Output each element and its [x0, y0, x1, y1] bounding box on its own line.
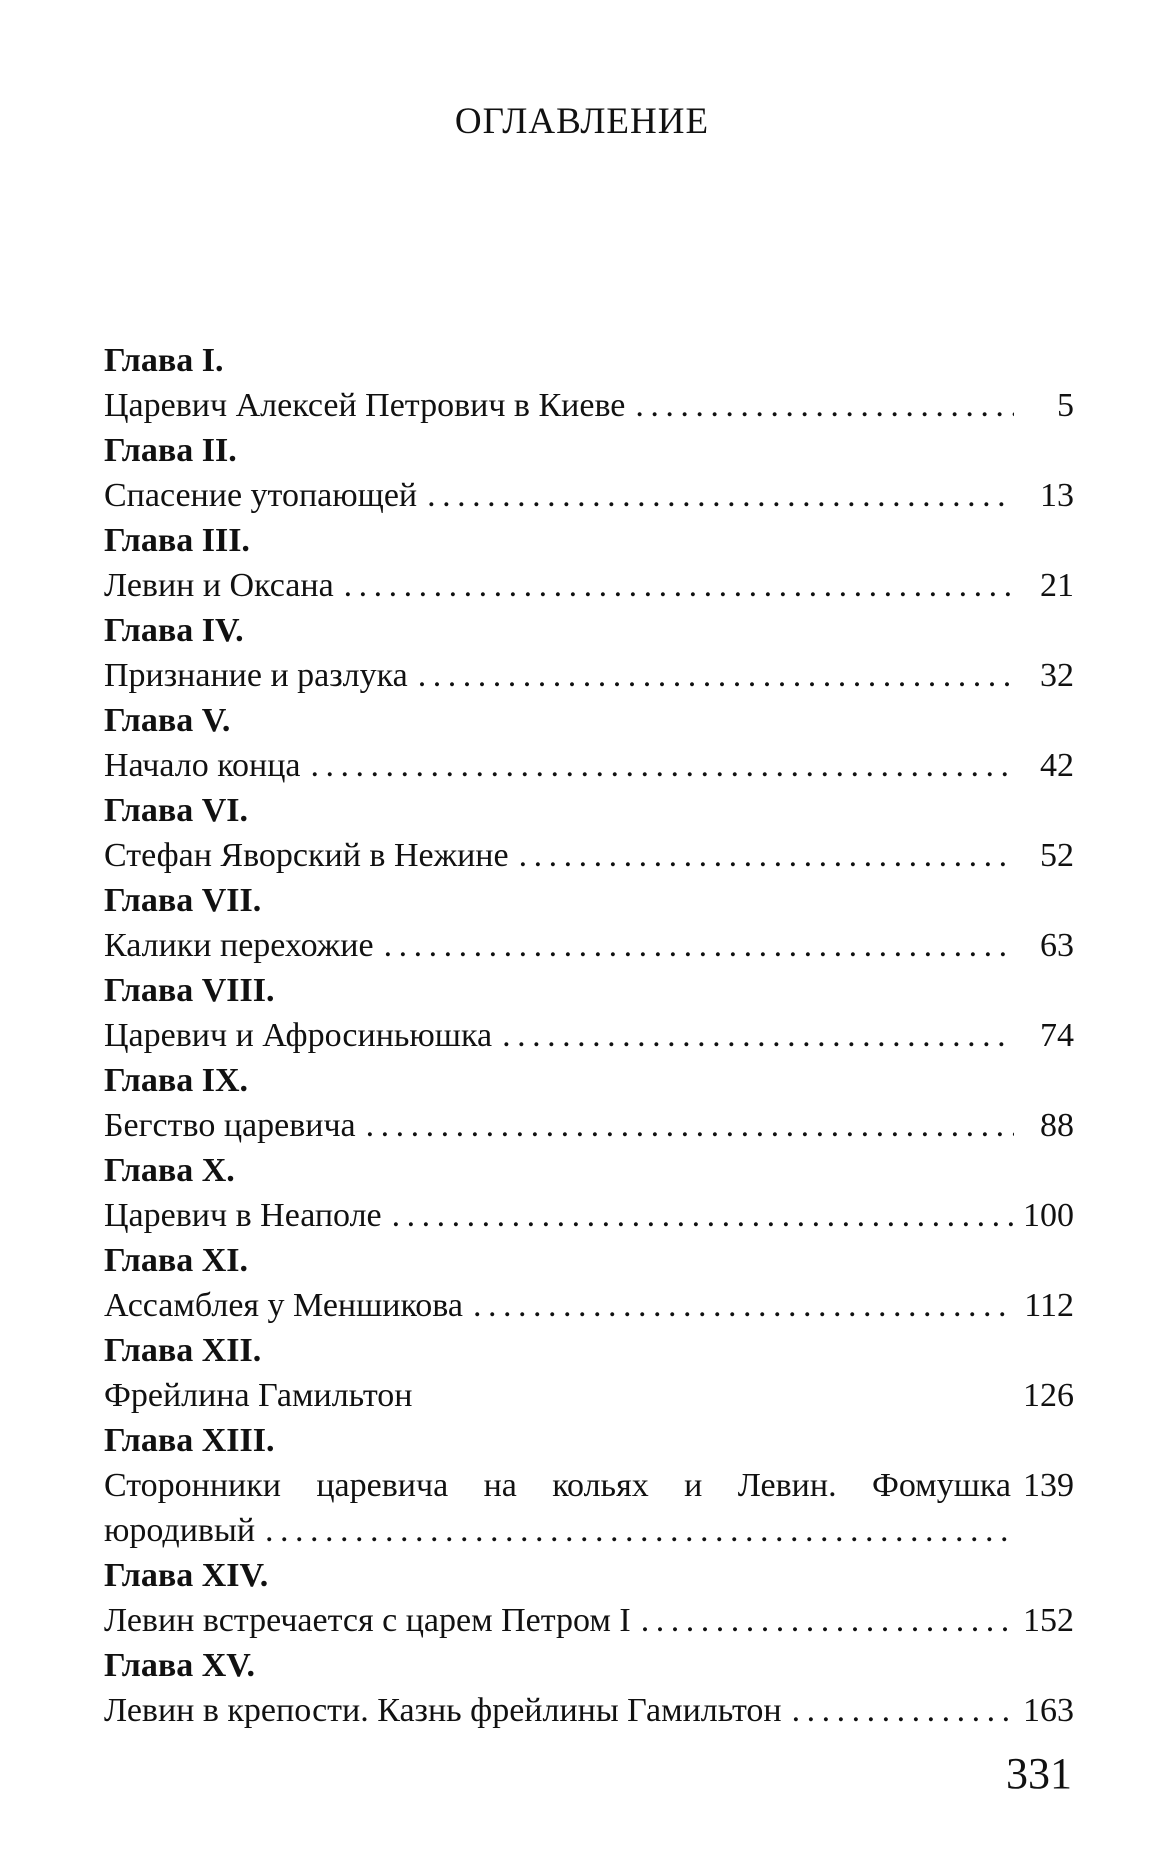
entry-page: 163 [1023, 1692, 1074, 1729]
toc-entry [104, 1283, 1074, 1328]
entry-title: Ассамблея у Меншикова [104, 1287, 463, 1324]
dot-leader [384, 923, 1014, 968]
entry-title: Левин встречается с царем Петром I [104, 1602, 631, 1639]
entry-title-continued: юродивый [104, 1512, 256, 1549]
entry-title-word: Фомушка [871, 1467, 1011, 1504]
entry-page: 63 [1040, 927, 1074, 964]
toc-entry [104, 923, 1074, 968]
entry-title-word: Левин. [737, 1467, 837, 1504]
chapter-heading: Глава X. [104, 1152, 235, 1189]
chapter-heading: Глава XI. [104, 1242, 249, 1279]
entry-page: 74 [1040, 1017, 1074, 1054]
toc-entry [104, 1598, 1074, 1643]
toc-entry [104, 1373, 1074, 1418]
chapter-heading: Глава VIII. [104, 972, 275, 1009]
page-title: ОГЛАВЛЕНИЕ [454, 101, 710, 142]
entry-page: 5 [1057, 387, 1074, 424]
entry-page: 13 [1040, 477, 1074, 514]
toc-entry [104, 563, 1074, 608]
toc-entry [104, 833, 1074, 878]
chapter-heading: Глава IX. [104, 1062, 249, 1099]
toc-entry [104, 743, 1074, 788]
dot-leader [635, 383, 1014, 428]
entry-title: Фрейлина Гамильтон [104, 1377, 413, 1414]
entry-title: Царевич в Неаполе [104, 1197, 382, 1234]
chapter-heading: Глава VI. [104, 792, 249, 829]
chapter-heading: Глава XV. [104, 1647, 255, 1684]
dot-leader [418, 653, 1014, 698]
table-of-contents [104, 338, 1074, 1733]
entry-title-word: кольях [552, 1467, 649, 1504]
entry-title: Левин и Оксана [104, 567, 334, 604]
chapter-heading: Глава I. [104, 342, 224, 379]
entry-page: 42 [1040, 747, 1074, 784]
dot-leader [366, 1103, 1014, 1148]
toc-entry [104, 473, 1074, 518]
dot-leader [344, 563, 1014, 608]
toc-entry [104, 1103, 1074, 1148]
entry-title-word: Сторонники [104, 1467, 281, 1504]
dot-leader [311, 743, 1014, 788]
entry-page: 32 [1040, 657, 1074, 694]
dot-leader [265, 1508, 1012, 1553]
entry-title-word: царевича [316, 1467, 449, 1504]
entry-title: Левин в крепости. Казнь фрейлины Гамильтон [104, 1692, 782, 1729]
chapter-heading: Глава XIII. [104, 1422, 275, 1459]
entry-title-word: на [483, 1467, 517, 1504]
chapter-heading: Глава XII. [104, 1332, 262, 1369]
entry-title: Бегство царевича [104, 1107, 356, 1144]
entry-page: 52 [1040, 837, 1074, 874]
chapter-heading: Глава II. [104, 432, 237, 469]
dot-leader [427, 473, 1014, 518]
dot-leader [392, 1193, 1013, 1238]
entry-title: Начало конца [104, 747, 301, 784]
entry-title: Царевич и Афросиньюшка [104, 1017, 493, 1054]
dot-leader [473, 1283, 1014, 1328]
entry-title: Стефан Яворский в Нежине [104, 837, 509, 874]
chapter-heading: Глава VII. [104, 882, 262, 919]
entry-page: 126 [1023, 1377, 1074, 1414]
entry-page: 100 [1023, 1197, 1074, 1234]
entry-page: 21 [1040, 567, 1074, 604]
chapter-heading: Глава III. [104, 522, 250, 559]
entry-page: 152 [1023, 1602, 1074, 1639]
chapter-heading: Глава V. [104, 702, 231, 739]
entry-title: Царевич Алексей Петрович в Киеве [104, 387, 626, 424]
entry-title: Калики перехожие [104, 927, 374, 964]
entry-page: 88 [1040, 1107, 1074, 1144]
chapter-heading: Глава XIV. [104, 1557, 269, 1594]
entry-title: Спасение утопающей [104, 477, 418, 514]
entry-page: 139 [1023, 1467, 1074, 1504]
toc-entry [104, 1463, 1074, 1553]
toc-entry [104, 653, 1074, 698]
toc-entry [104, 1688, 1074, 1733]
chapter-heading: Глава IV. [104, 612, 244, 649]
entry-title-word: и [684, 1467, 703, 1504]
dot-leader [792, 1688, 1013, 1733]
entry-page: 112 [1024, 1287, 1074, 1324]
toc-entry [104, 1193, 1074, 1238]
entry-title: Признание и разлука [104, 657, 408, 694]
dot-leader [641, 1598, 1013, 1643]
dot-leader [502, 1013, 1014, 1058]
dot-leader [519, 833, 1014, 878]
entry-title [104, 1463, 1011, 1508]
page-number: 331 [1006, 1749, 1072, 1798]
toc-entry [104, 1013, 1074, 1058]
toc-entry [104, 383, 1074, 428]
